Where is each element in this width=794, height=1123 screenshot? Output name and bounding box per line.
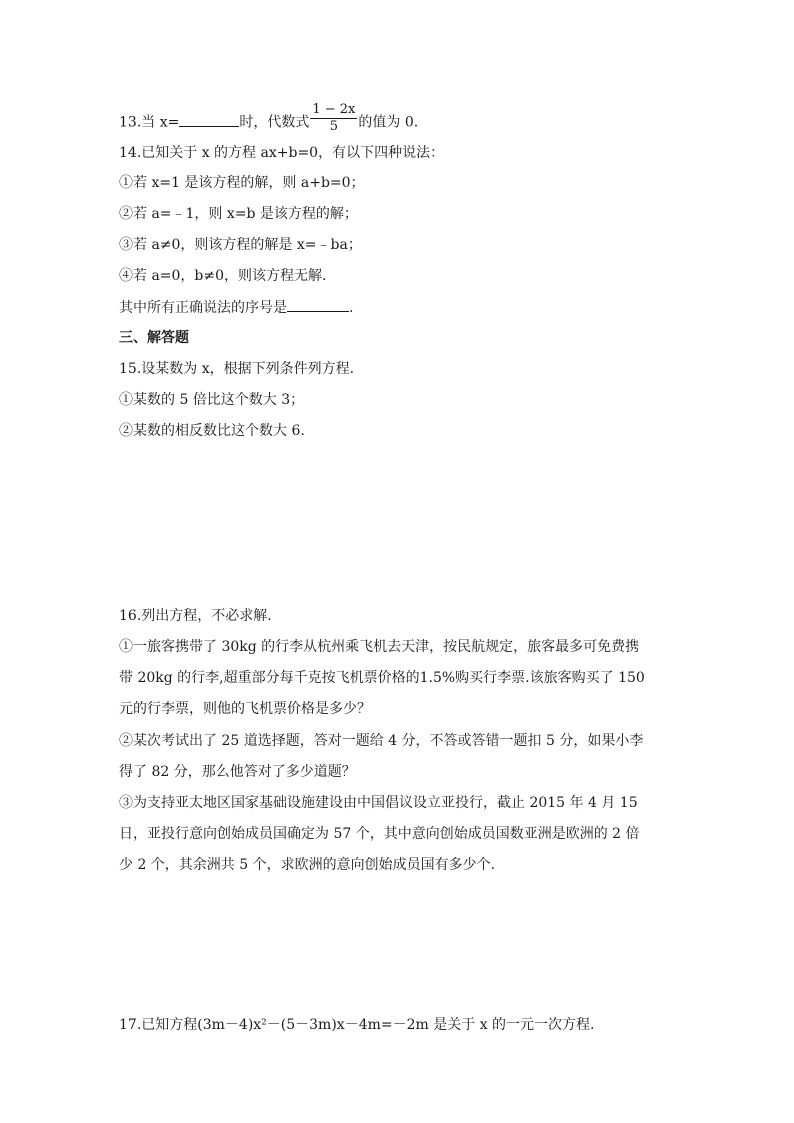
q14-item-3: ③若 a≠0，则该方程的解是 x=﹣ba； — [119, 237, 362, 253]
question-16-stem: 16.列出方程，不必求解. — [119, 608, 272, 624]
q16-line-1: ①一旅客携带了 30kg 的行李从杭州乘飞机去天津，按民航规定，旅客最多可免费携 — [119, 639, 640, 655]
fraction-numerator: 1 − 2x — [312, 102, 356, 117]
fraction-denominator: 5 — [329, 119, 338, 134]
q13-prefix: 13.当 x= — [119, 114, 180, 131]
q16-line-6: ③为支持亚太地区国家基础设施建设由中国倡议设立亚投行，截止 2015 年 4 月 15 — [119, 795, 638, 811]
q16-line-8: 少 2 个，其余洲共 5 个，求欧洲的意向创始成员国有多少个. — [119, 857, 496, 873]
question-15-stem: 15.设某数为 x，根据下列条件列方程. — [119, 361, 355, 377]
answer-blank[interactable] — [287, 297, 349, 312]
question-14-stem: 14.已知关于 x 的方程 ax+b=0，有以下四种说法： — [119, 145, 445, 161]
q15-item-1: ①某数的 5 倍比这个数大 3； — [119, 392, 305, 408]
q14-item-1: ①若 x=1 是该方程的解，则 a+b=0； — [119, 175, 365, 191]
q14-ask-text: 其中所有正确说法的序号是 — [119, 300, 287, 316]
q15-item-2: ②某数的相反数比这个数大 6. — [119, 423, 305, 439]
q13-suffix: 的值为 0. — [358, 114, 419, 131]
question-17-stem: 17.已知方程(3m－4)x²－(5－3m)x－4m=－2m 是关于 x 的一元一次方程. — [119, 1017, 595, 1033]
q16-line-3: 元的行李票，则他的飞机票价格是多少？ — [119, 701, 371, 717]
q16-line-4: ②某次考试出了 25 道选择题，答对一题给 4 分，不答或答错一题扣 5 分，如果小李 — [119, 733, 644, 749]
q14-item-2: ②若 a=﹣1，则 x=b 是该方程的解； — [119, 206, 358, 222]
q14-item-4: ④若 a=0，b≠0，则该方程无解. — [119, 268, 327, 284]
answer-blank[interactable] — [179, 112, 239, 127]
section-title: 三、解答题 — [119, 330, 189, 346]
fraction — [310, 102, 357, 135]
q16-line-5: 得了 82 分，那么他答对了多少道题？ — [119, 764, 356, 780]
q16-line-2: 带 20kg 的行李,超重部分每千克按飞机票价格的1.5%购买行李票.该旅客购买了 150 — [119, 670, 645, 686]
q16-line-7: 日，亚投行意向创始成员国确定为 57 个，其中意向创始成员国数亚洲是欧洲的 2 倍 — [119, 826, 640, 842]
question-13 — [119, 102, 419, 139]
q13-middle: 时，代数式 — [239, 114, 310, 131]
q14-ask — [119, 297, 353, 318]
q14-ask-end: . — [349, 300, 354, 316]
